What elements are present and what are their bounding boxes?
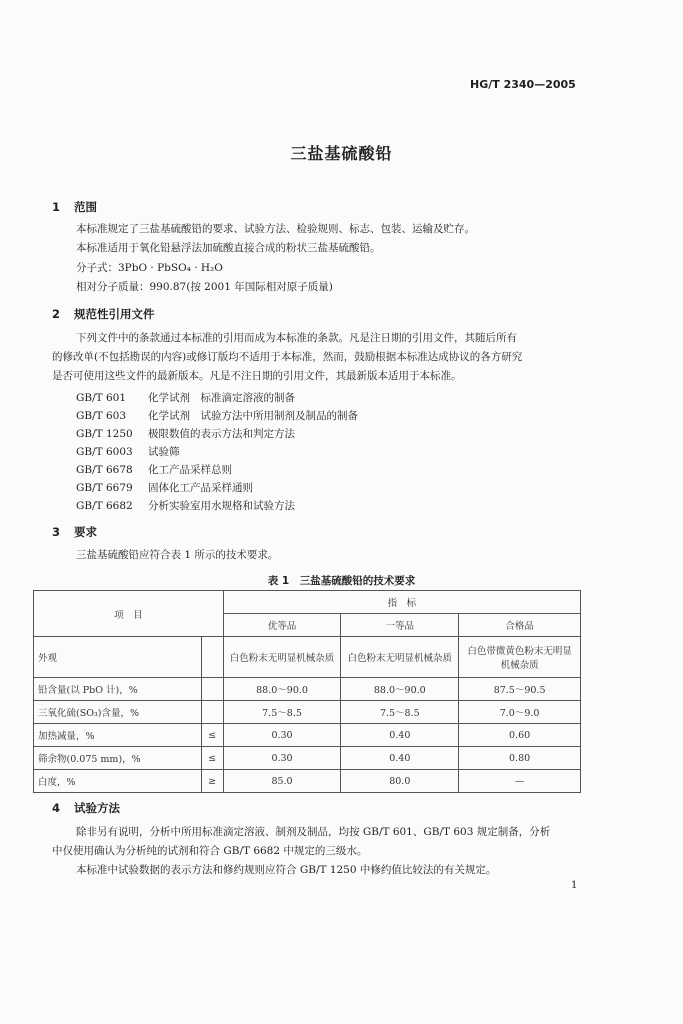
value-cell: 85.0 — [223, 770, 341, 793]
table-row — [34, 747, 581, 770]
item-cell: 三氧化硫(SO₃)含量，% — [34, 701, 202, 724]
comparator-cell: ≤ — [201, 747, 223, 770]
reference-name: 固体化工产品采样通则 — [148, 482, 253, 494]
item-cell: 外观 — [34, 637, 202, 678]
reference-code: GB/T 1250 — [76, 428, 133, 440]
item-cell: 筛余物(0.075 mm)，% — [34, 747, 202, 770]
section-title: 规范性引用文件 — [74, 307, 155, 321]
section-title: 试验方法 — [74, 801, 120, 815]
comparator-cell: ≥ — [201, 770, 223, 793]
reference-name: 分析实验室用水规格和试验方法 — [148, 500, 295, 512]
reference-name: 化学试剂 标准滴定溶液的制备 — [148, 392, 295, 404]
page-number: 1 — [571, 880, 578, 891]
value-cell: 0.40 — [341, 724, 459, 747]
table-caption: 表 1 三盐基硫酸铅的技术要求 — [267, 575, 416, 587]
reference-name: 极限数值的表示方法和判定方法 — [148, 428, 295, 440]
value-cell: 0.30 — [223, 724, 341, 747]
table-row — [34, 678, 581, 701]
reference-name: 化学试剂 试验方法中所用制剂及制品的制备 — [148, 410, 358, 422]
value-cell: 0.40 — [341, 747, 459, 770]
paragraph-line: 下列文件中的条款通过本标准的引用而成为本标准的条款。凡是注日期的引用文件，其随后所有 — [76, 332, 517, 344]
reference-item — [76, 498, 295, 513]
spec-table — [33, 590, 581, 793]
reference-item — [76, 480, 253, 495]
reference-code: GB/T 601 — [76, 392, 127, 404]
reference-item — [76, 390, 295, 405]
comparator-cell — [201, 637, 223, 678]
reference-item — [76, 426, 295, 441]
paragraph-line: 中仅使用确认为分析纯的试剂和符合 GB/T 6682 中规定的三级水。 — [52, 845, 368, 857]
section-title: 范围 — [74, 200, 97, 214]
value-cell: 7.5～8.5 — [341, 701, 459, 724]
item-header: 项 目 — [34, 591, 224, 637]
table-row — [34, 724, 581, 747]
paragraph-line: 相对分子质量：990.87(按 2001 年国际相对原子质量) — [76, 281, 333, 293]
index-header: 指 标 — [223, 591, 580, 614]
paragraph-line: 本标准适用于氧化铅悬浮法加硫酸直接合成的粉状三盐基硫酸铅。 — [76, 242, 381, 254]
reference-name: 化工产品采样总则 — [148, 464, 232, 476]
item-cell: 白度，% — [34, 770, 202, 793]
value-cell: 87.5～90.5 — [459, 678, 581, 701]
grade-header: 一等品 — [341, 614, 459, 637]
value-cell: 0.80 — [459, 747, 581, 770]
value-cell: 0.30 — [223, 747, 341, 770]
paragraph-line: 三盐基硫酸铅应符合表 1 所示的技术要求。 — [76, 549, 279, 561]
reference-code: GB/T 6679 — [76, 482, 133, 494]
reference-item — [76, 408, 358, 423]
paragraph-line: 是否可使用这些文件的最新版本。凡是不注日期的引用文件，其最新版本适用于本标准。 — [52, 370, 462, 382]
table-row — [34, 770, 581, 793]
value-cell: 白色带微黄色粉末无明显机械杂质 — [459, 637, 581, 678]
value-cell: 88.0～90.0 — [223, 678, 341, 701]
value-cell: 0.60 — [459, 724, 581, 747]
table-row — [34, 637, 581, 678]
reference-code: GB/T 603 — [76, 410, 127, 422]
value-cell: 80.0 — [341, 770, 459, 793]
paragraph-line: 分子式：3PbO · PbSO₄ · H₂O — [76, 262, 223, 274]
section-number: 4 — [52, 801, 61, 815]
value-cell: 88.0～90.0 — [341, 678, 459, 701]
value-cell: 白色粉末无明显机械杂质 — [341, 637, 459, 678]
page-title: 三盐基硫酸铅 — [290, 144, 393, 163]
grade-header: 合格品 — [459, 614, 581, 637]
section-number: 2 — [52, 307, 61, 321]
item-cell: 加热减量，% — [34, 724, 202, 747]
reference-code: GB/T 6682 — [76, 500, 133, 512]
reference-name: 试验筛 — [148, 446, 180, 458]
paragraph-line: 除非另有说明，分析中所用标准滴定溶液、制剂及制品，均按 GB/T 601、GB/T 603 规定制备，分析 — [76, 826, 551, 838]
reference-item — [76, 444, 180, 459]
value-cell: 7.0～9.0 — [459, 701, 581, 724]
value-cell: 白色粉末无明显机械杂质 — [223, 637, 341, 678]
table-header-row — [34, 591, 581, 614]
value-cell: — — [459, 770, 581, 793]
comparator-cell — [201, 678, 223, 701]
section-number: 1 — [52, 200, 61, 214]
comparator-cell: ≤ — [201, 724, 223, 747]
paragraph-line: 本标准中试验数据的表示方法和修约规则应符合 GB/T 1250 中修约值比较法的有关规定。 — [76, 864, 497, 876]
reference-code: GB/T 6678 — [76, 464, 133, 476]
reference-item — [76, 462, 232, 477]
paragraph-line: 的修改单(不包括勘误的内容)或修订版均不适用于本标准，然而，鼓励根据本标准达成协议的各方研究 — [52, 351, 523, 363]
reference-code: GB/T 6003 — [76, 446, 133, 458]
section-2-heading — [52, 306, 155, 322]
section-3-heading — [52, 524, 97, 540]
section-4-heading — [52, 800, 120, 816]
value-cell: 7.5～8.5 — [223, 701, 341, 724]
grade-header: 优等品 — [223, 614, 341, 637]
table-row — [34, 701, 581, 724]
paragraph-line: 本标准规定了三盐基硫酸铅的要求、试验方法、检验规则、标志、包装、运输及贮存。 — [76, 223, 475, 235]
comparator-cell — [201, 701, 223, 724]
section-number: 3 — [52, 525, 61, 539]
section-title: 要求 — [74, 525, 97, 539]
section-1-heading — [52, 199, 97, 215]
item-cell: 铅含量(以 PbO 计)，% — [34, 678, 202, 701]
standard-number: HG/T 2340—2005 — [470, 78, 576, 91]
